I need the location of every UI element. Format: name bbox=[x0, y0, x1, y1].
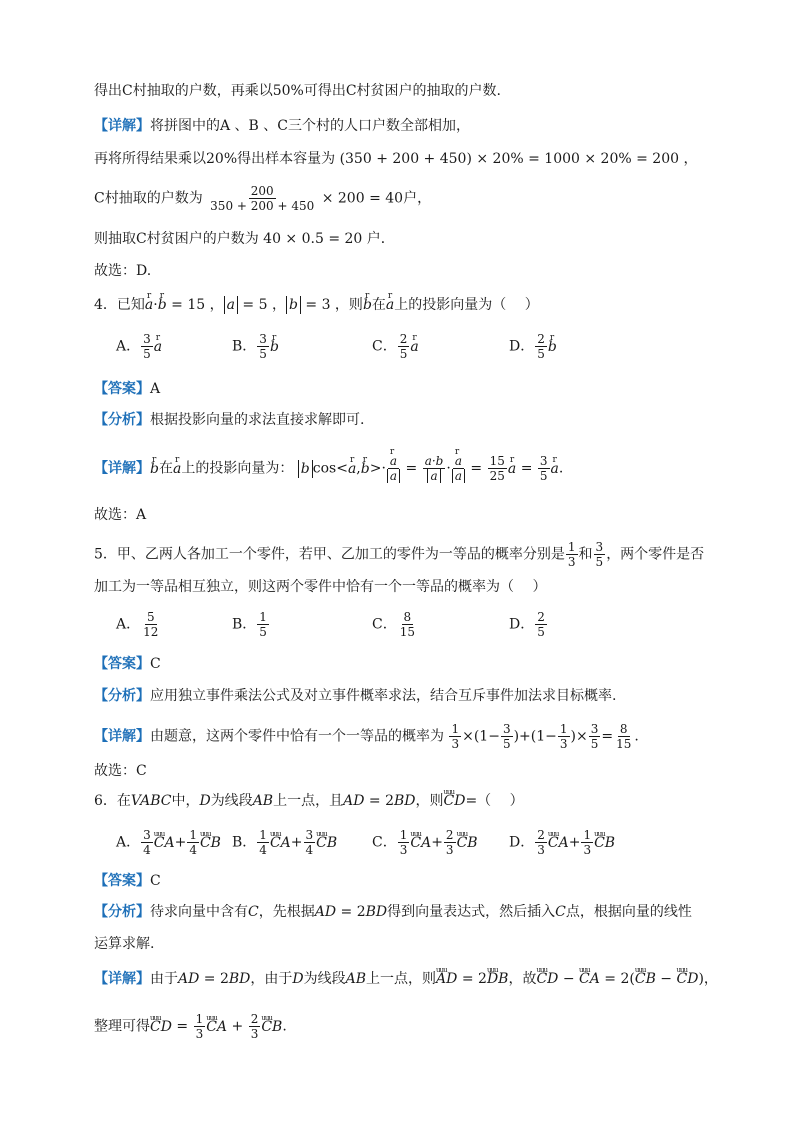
q4-answer bbox=[94, 380, 160, 398]
q6-option-a: A． $\frac{3}{4}$ uuu CA+ $\frac{1}{4}$ uuu CB bbox=[116, 828, 221, 857]
analysis-tag: 【分析】 bbox=[94, 412, 150, 428]
detail-text: 整理可得 bbox=[94, 1018, 150, 1035]
fraction-den: 5 bbox=[537, 347, 545, 361]
q3-detail-text: C村抽取的户数为 bbox=[94, 190, 203, 207]
detail-text: 上一点，则 bbox=[366, 971, 437, 987]
triangle-label: VABC bbox=[130, 793, 172, 809]
q6-option-d: D． $\frac{2}{3}$ uuu CA+ $\frac{1}{3}$ uuu CB bbox=[509, 828, 615, 857]
q5-stem-line1 bbox=[94, 540, 704, 569]
answer-value: C bbox=[150, 873, 161, 889]
q4-stem-text: 上的投影向量为（ ） bbox=[394, 297, 539, 313]
fraction-den: 5 bbox=[259, 625, 267, 639]
fraction-den: 5 bbox=[539, 469, 548, 483]
q3-detail-line1 bbox=[94, 117, 470, 135]
fraction-den: 5 bbox=[143, 347, 151, 361]
q6-stem: 6．在VABC中，D为线段AB上一点，且AD = 2BD，则uuu CD=（ ） bbox=[94, 792, 524, 810]
q4-option-b bbox=[232, 332, 279, 361]
q6-option-b: B． $\frac{1}{4}$ uuu CA+ $\frac{3}{4}$ uuu CB bbox=[232, 828, 337, 857]
answer-value: A bbox=[150, 381, 161, 397]
vec-a: r a bbox=[386, 296, 394, 314]
fraction-num: 3 bbox=[539, 454, 548, 468]
q5-stem-line2: 加工为一等品相互独立，则这两个零件中恰有一个一等品的概率为（ ） bbox=[94, 579, 547, 595]
fraction-num: 8 bbox=[403, 610, 412, 624]
q6-stem-text: ，则 bbox=[415, 793, 444, 809]
q4-conclusion: 故选：A bbox=[94, 507, 147, 523]
q5-conclusion: 故选：C bbox=[94, 763, 147, 779]
option-vector: r a bbox=[410, 338, 418, 356]
analysis-text: 点，根据向量的线性 bbox=[565, 904, 692, 920]
detail-text: ，故 bbox=[508, 971, 537, 987]
abs-b: b bbox=[286, 296, 301, 314]
fraction-den: 5 bbox=[595, 555, 604, 569]
option-label: C． bbox=[372, 834, 397, 851]
detail-tag: 【详解】 bbox=[94, 460, 150, 477]
q6-option-c: C． $\frac{1}{3}$ uuu CA+ $\frac{2}{3}$ uuu CB bbox=[372, 828, 478, 857]
fraction-num: 15 bbox=[489, 454, 505, 468]
answer-tag: 【答案】 bbox=[94, 381, 150, 397]
q3-analysis-tail: 得出C村抽取的户数，再乘以50%可得出C村贫困户的抽取的户数. bbox=[94, 83, 501, 99]
q5-option-c bbox=[372, 610, 418, 639]
vec-a: r a bbox=[348, 460, 356, 478]
q4-option-c bbox=[372, 332, 419, 361]
q3-detail-line3 bbox=[94, 184, 431, 213]
option-label: C． bbox=[372, 338, 397, 355]
detail-text: 上的投影向量为： bbox=[181, 460, 294, 477]
abs-a: a bbox=[452, 469, 465, 483]
vec-a: r a bbox=[551, 460, 559, 478]
fraction-den: 3 bbox=[567, 555, 576, 569]
analysis-text: 得到向量表达式，然后插入 bbox=[387, 904, 556, 920]
q5-option-d bbox=[509, 610, 548, 639]
q4-stem-text: = 15 ， bbox=[171, 297, 224, 313]
fraction-num: 200 bbox=[250, 184, 274, 198]
option-label: D． bbox=[509, 834, 535, 851]
option-vector: r b bbox=[270, 338, 279, 356]
detail-text: ，由于 bbox=[250, 971, 293, 987]
q4-stem: 4．已知r a·r b = 15 ， a = 5 ， b = 3 ，则r b在r a上的投影向量为（ ） bbox=[94, 296, 539, 314]
vec-a: r a bbox=[508, 460, 516, 478]
option-label: A． bbox=[116, 834, 141, 851]
fraction-num: 3 bbox=[143, 332, 151, 346]
option-label: B． bbox=[232, 338, 257, 355]
q4-option-d bbox=[509, 332, 557, 361]
dot-ab: a·b bbox=[424, 454, 444, 468]
q3-conclusion: 故选：D. bbox=[94, 263, 152, 279]
analysis-tag: 【分析】 bbox=[94, 904, 150, 920]
fraction-num: 3 bbox=[259, 332, 267, 346]
q5-stem-text: 5．甲、乙两人各加工一个零件，若甲、乙加工的零件为一等品的概率分别是 bbox=[94, 546, 565, 563]
option-label: B． bbox=[232, 834, 257, 851]
q5-analysis bbox=[94, 687, 616, 705]
fraction-den: 12 bbox=[143, 625, 159, 639]
q6-analysis-line1: 【分析】待求向量中含有C，先根据AD = 2BD得到向量表达式，然后插入C点，根据向量的线性 bbox=[94, 904, 692, 920]
option-vector: r a bbox=[154, 338, 162, 356]
q6-stem-text: 6．在 bbox=[94, 793, 131, 809]
option-label: B． bbox=[232, 616, 257, 633]
fraction-den: 5 bbox=[259, 347, 267, 361]
fraction-num: 3 bbox=[595, 540, 604, 554]
fraction-den: 15 bbox=[399, 625, 415, 639]
fraction-num: 2 bbox=[537, 610, 545, 624]
fraction-den: 5 bbox=[537, 625, 545, 639]
q5-option-a bbox=[116, 610, 161, 639]
q6-stem-text: =（ ） bbox=[465, 793, 524, 809]
fraction-num: 2 bbox=[537, 332, 545, 346]
vec-a: r a bbox=[145, 296, 153, 314]
detail-tag: 【详解】 bbox=[94, 118, 150, 134]
q6-answer bbox=[94, 872, 161, 890]
q4-stem-text: 在 bbox=[371, 297, 386, 313]
q6-detail-line1: 【详解】由于AD = 2BD，由于D为线段AB上一点，则uuu AD = 2uuu DB，故uuu CD − uuu CA = 2(uuu CB − uuu CD)， bbox=[94, 970, 718, 988]
analysis-tag: 【分析】 bbox=[94, 688, 150, 704]
q5-stem-text: 和 bbox=[578, 546, 593, 563]
detail-text: 在 bbox=[158, 460, 173, 477]
analysis-text: 待求向量中含有 bbox=[150, 904, 248, 920]
fraction-num: 2 bbox=[399, 332, 408, 346]
q4-stem-text: = 5 ， bbox=[242, 297, 286, 313]
fraction-den: 350 + 200 + 450 bbox=[210, 199, 315, 213]
vec-b: r b bbox=[150, 460, 159, 478]
fraction-num: 1 bbox=[567, 540, 576, 554]
fraction-num: 5 bbox=[146, 610, 155, 624]
option-label: C． bbox=[372, 616, 397, 633]
q3-detail-text: × 200 = 40户， bbox=[321, 190, 432, 207]
q5-detail: 【详解】由题意，这两个零件中恰有一个一等品的概率为 $\frac{1}{3}$ ×(1− $\frac{3}{5}$ )+(1− $\frac{1}{3}$ )× $\frac{3}{5}$ = $\frac{8}{15}$ . bbox=[94, 722, 639, 751]
vec-b: r b bbox=[361, 460, 370, 478]
detail-text: 由于 bbox=[150, 971, 178, 987]
q6-stem-text: 为线段 bbox=[210, 793, 253, 809]
q4-stem-text: 4．已知 bbox=[94, 297, 145, 313]
abs-a: a bbox=[427, 469, 440, 483]
detail-text: 为线段 bbox=[303, 971, 346, 987]
abs-a: a bbox=[387, 469, 400, 483]
analysis-text: ，先根据 bbox=[258, 904, 315, 920]
analysis-text: 根据投影向量的求法直接求解即可. bbox=[150, 412, 365, 428]
q5-stem-text: ，两个零件是否 bbox=[606, 546, 705, 563]
q3-fraction bbox=[208, 184, 316, 213]
fraction-den: 5 bbox=[399, 347, 408, 361]
vec-a: r a bbox=[173, 460, 181, 478]
fraction-den: 25 bbox=[489, 469, 505, 483]
detail-tag: 【详解】 bbox=[94, 971, 150, 987]
analysis-text: 应用独立事件乘法公式及对立事件概率求法，结合互斥事件加法求目标概率. bbox=[150, 688, 617, 704]
q4-option-a bbox=[116, 332, 162, 361]
q4-analysis bbox=[94, 411, 364, 429]
vec-a: r a bbox=[388, 454, 399, 469]
option-label: A． bbox=[116, 338, 141, 355]
vec-a: r a bbox=[453, 454, 464, 469]
option-label: D． bbox=[509, 338, 535, 355]
answer-value: C bbox=[150, 656, 161, 672]
q3-detail-line4: 则抽取C村贫困户的户数为 40 × 0.5 = 20 户． bbox=[94, 231, 395, 247]
vec-b: r b bbox=[158, 296, 167, 314]
q6-stem-text: 上一点，且 bbox=[273, 793, 344, 809]
detail-tag: 【详解】 bbox=[94, 728, 150, 745]
q6-detail-line2: 整理可得uuu CD = $\frac{1}{3}$ uuu CA + $\frac{2}{3}$ uuu CB. bbox=[94, 1012, 287, 1041]
abs-a: a bbox=[224, 296, 238, 314]
answer-tag: 【答案】 bbox=[94, 873, 150, 889]
vec-b: r b bbox=[363, 296, 372, 314]
q5-answer bbox=[94, 655, 161, 673]
q3-detail-line2: 再将所得结果乘以20%得出样本容量为 (350 + 200 + 450) × 20% = 1000 × 20% = 200 ， bbox=[94, 151, 698, 167]
detail-text: 由题意，这两个零件中恰有一个一等品的概率为 bbox=[150, 728, 444, 745]
option-vector: r b bbox=[548, 338, 557, 356]
q6-stem-text: 中， bbox=[171, 793, 200, 809]
q3-detail-text: 将拼图中的A 、B 、C三个村的人口户数全部相加， bbox=[150, 118, 471, 134]
q4-stem-text: = 3 ，则 bbox=[305, 297, 363, 313]
fraction-num: 1 bbox=[259, 610, 267, 624]
option-label: A． bbox=[116, 616, 141, 633]
q6-analysis-line2: 运算求解. bbox=[94, 936, 155, 952]
abs-b: b bbox=[298, 460, 313, 478]
q4-detail: 【详解】r b在r a上的投影向量为： b cos<r a,r b>· r $\frac{a}{a}$ = $\frac{a\cdot b}{a}$ · r $\frac{a}{a}$ = $\frac{15}{25}$ r a = $\frac{3}{5}$ r a. bbox=[94, 454, 563, 483]
answer-tag: 【答案】 bbox=[94, 656, 150, 672]
option-label: D． bbox=[509, 616, 535, 633]
q5-option-b bbox=[232, 610, 270, 639]
